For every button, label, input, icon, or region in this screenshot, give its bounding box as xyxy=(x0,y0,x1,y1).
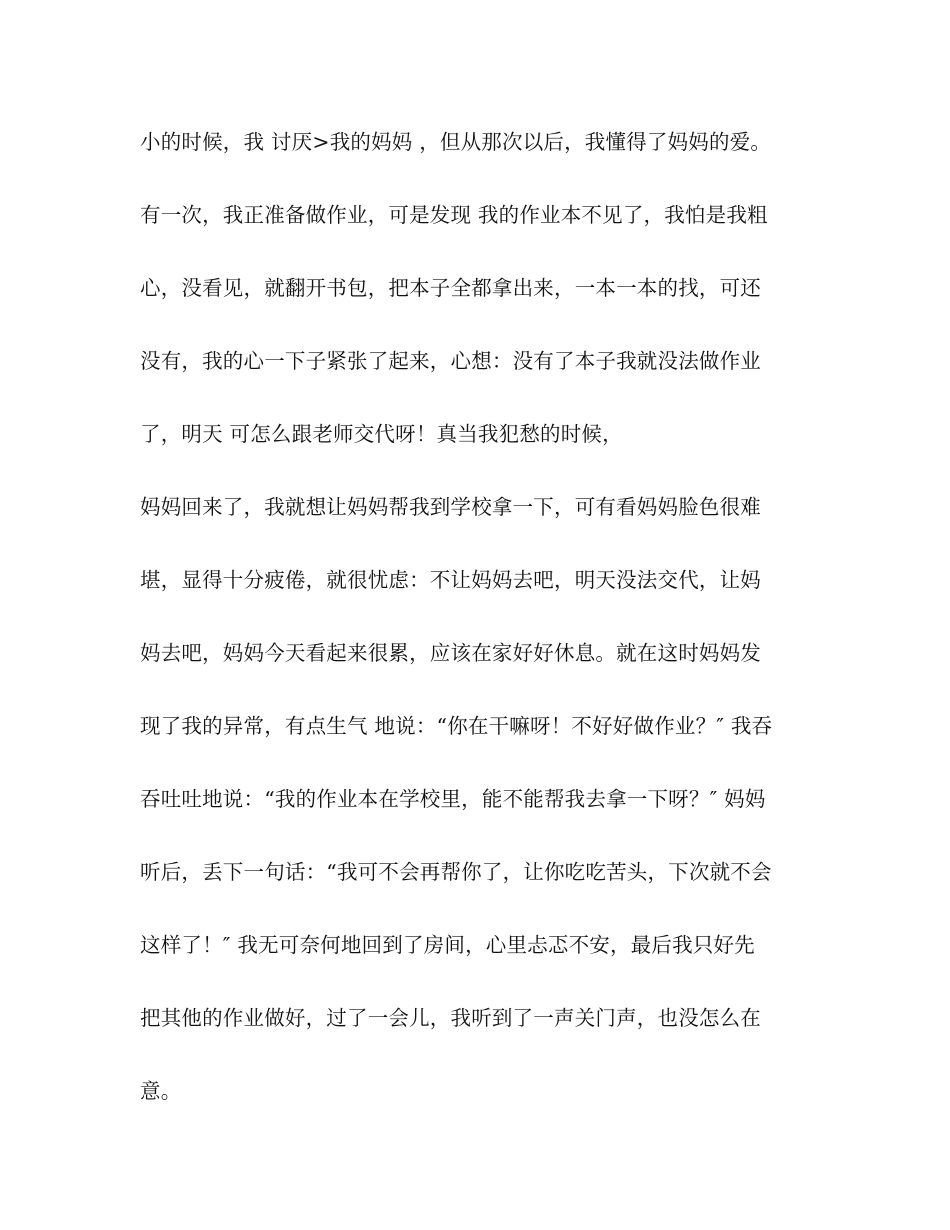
text-line-12: 这样了！″ 我无可奈何地回到了房间，心里忐忑不安，最后我只好先 xyxy=(140,933,755,957)
text-line-7: 堪，显得十分疲倦，就很忧虑：不让妈妈去吧，明天没法交代，让妈 xyxy=(140,568,761,592)
text-line-10: 吞吐吐地说：“我的作业本在学校里，能不能帮我去拿一下呀？″ 妈妈 xyxy=(140,787,766,811)
text-line-5: 了，明天 可怎么跟老师交代呀！真当我犯愁的时候， xyxy=(140,422,623,446)
text-line-1: 小的时候，我 讨厌>我的妈妈 ，但从那次以后，我懂得了妈妈的爱。 xyxy=(140,130,772,154)
text-line-9: 现了我的异常，有点生气 地说：“你在干嘛呀！不好好做作业？″ 我吞 xyxy=(140,714,773,738)
text-line-11: 听后，丢下一句话：“我可不会再帮你了，让你吃吃苦头，下次就不会 xyxy=(140,860,772,884)
text-line-13: 把其他的作业做好，过了一会儿，我听到了一声关门声，也没怎么在 xyxy=(140,1006,761,1030)
text-line-14: 意。 xyxy=(140,1079,182,1103)
text-line-8: 妈去吧，妈妈今天看起来很累，应该在家好好休息。就在这时妈妈发 xyxy=(140,641,761,665)
text-line-3: 心，没看见，就翻开书包，把本子全都拿出来，一本一本的找，可还 xyxy=(140,276,761,300)
text-line-4: 没有，我的心一下子紧张了起来，心想：没有了本子我就没法做作业 xyxy=(140,349,761,373)
text-line-6: 妈妈回来了，我就想让妈妈帮我到学校拿一下，可有看妈妈脸色很难 xyxy=(140,495,761,519)
text-line-2: 有一次，我正准备做作业，可是发现 我的作业本不见了，我怕是我粗 xyxy=(140,203,768,227)
